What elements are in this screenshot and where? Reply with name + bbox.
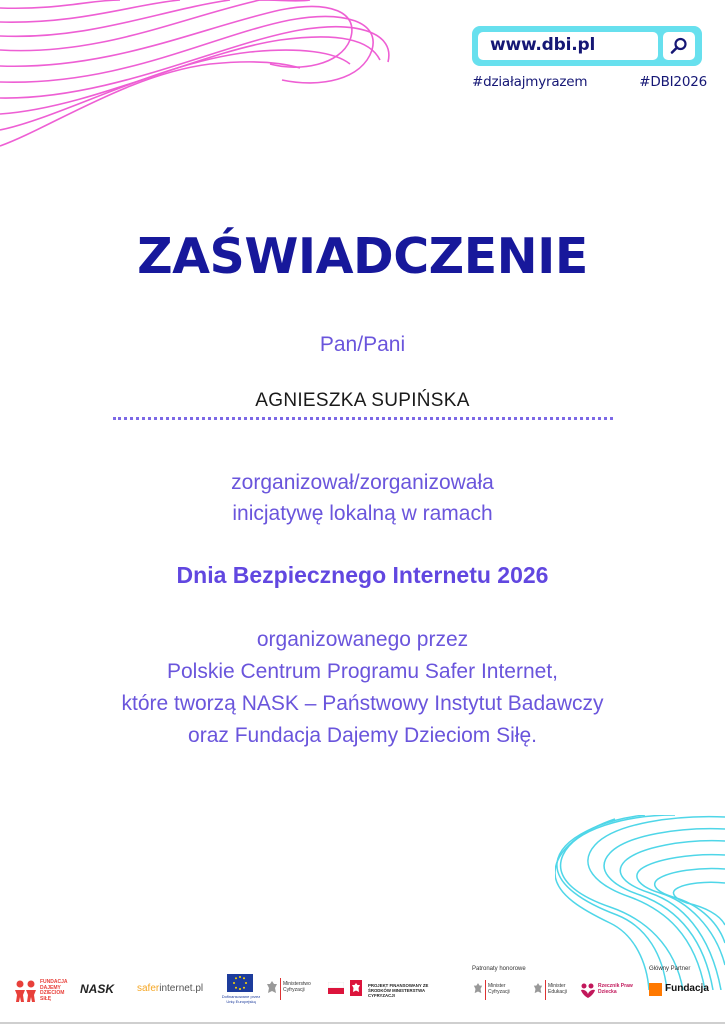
partner-label: Główny Partner [649, 966, 691, 972]
minister-cyfryzacji-text: Minister Cyfryzacji [488, 983, 510, 995]
project-funded-text: PROJEKT FINANSOWANY ZE ŚRODKÓW MINISTERSTWA CYFRYZACJI [368, 983, 429, 998]
polish-eagle-icon [473, 982, 483, 996]
minister-edukacji-text: Minister Edukacji [548, 983, 567, 995]
logo-fundacja-orange [649, 982, 713, 998]
red-divider [280, 978, 281, 1000]
saferinternet-b: internet.pl [159, 983, 204, 994]
url-text: www.dbi.pl [490, 35, 596, 55]
intro-text [0, 467, 725, 529]
polish-flag-icon [328, 982, 344, 994]
logo-eu [221, 974, 261, 1008]
child-figures-icon [14, 979, 38, 1003]
footer-logos [0, 962, 725, 1024]
event-name: Dnia Bezpiecznego Internetu 2026 [176, 562, 549, 588]
person-name: AGNIESZKA SUPIŃSKA [255, 390, 470, 411]
logo-minister-cyfryzacji [473, 980, 519, 1004]
logo-fdds [14, 978, 70, 1004]
organizer-line-2: Polskie Centrum Programu Safer Internet, [166, 660, 558, 683]
polish-eagle-icon [533, 982, 543, 996]
organizer-line-4: oraz Fundacja Dajemy Dzieciom Siłę. [188, 724, 537, 747]
url-field [478, 32, 658, 60]
red-divider [545, 980, 546, 1000]
logo-rzecznik-praw-dziecka [580, 980, 638, 1004]
hashtag-dbi2026: #DBI2026 [639, 74, 707, 90]
fdds-text: FUNDACJA DAJEMY DZIECIOM SIŁĘ [40, 979, 68, 1002]
intro-line-1: zorganizował/zorganizowała [231, 471, 494, 494]
certificate-title: ZAŚWIADCZENIE [137, 228, 588, 285]
salutation: Pan/Pani [319, 333, 406, 356]
url-search-box [472, 26, 702, 66]
red-divider [485, 980, 486, 1000]
organizer-line-3: które tworzą NASK – Państwowy Instytut Badawczy [121, 692, 604, 715]
eu-flag-icon [227, 974, 253, 992]
logo-saferinternet [137, 983, 203, 994]
hashtag-dzialajmyrazem: #działajmyrazem [472, 74, 588, 90]
logo-nask: NASK [80, 982, 115, 996]
ministry-text: Ministerstwo Cyfryzacji [283, 981, 311, 993]
saferinternet-a: safer [137, 983, 160, 994]
dotted-underline [113, 417, 613, 420]
heart-children-icon [580, 982, 596, 998]
logo-project-funded [328, 978, 448, 1000]
search-button [663, 32, 695, 60]
polish-eagle-icon [266, 980, 278, 996]
eu-caption: Dofinansowane przez Unię Europejską [221, 994, 261, 1004]
pink-wave-decoration [0, 0, 400, 150]
organizer-text [0, 624, 725, 752]
hashtags [472, 74, 707, 90]
organizer-line-1: organizowanego przez [256, 628, 469, 651]
intro-line-2: inicjatywę lokalną w ramach [232, 502, 493, 525]
rzecznik-text: Rzecznik Praw Dziecka [598, 983, 633, 995]
patronage-label: Patronaty honorowe [472, 966, 526, 972]
logo-minister-edukacji [533, 980, 575, 1004]
search-icon [670, 37, 688, 55]
orange-square [649, 983, 662, 996]
fundacja-text: Fundacja [665, 983, 709, 994]
logo-ministerstwo-cyfryzacji [266, 978, 314, 1002]
polish-eagle-icon [350, 980, 362, 996]
